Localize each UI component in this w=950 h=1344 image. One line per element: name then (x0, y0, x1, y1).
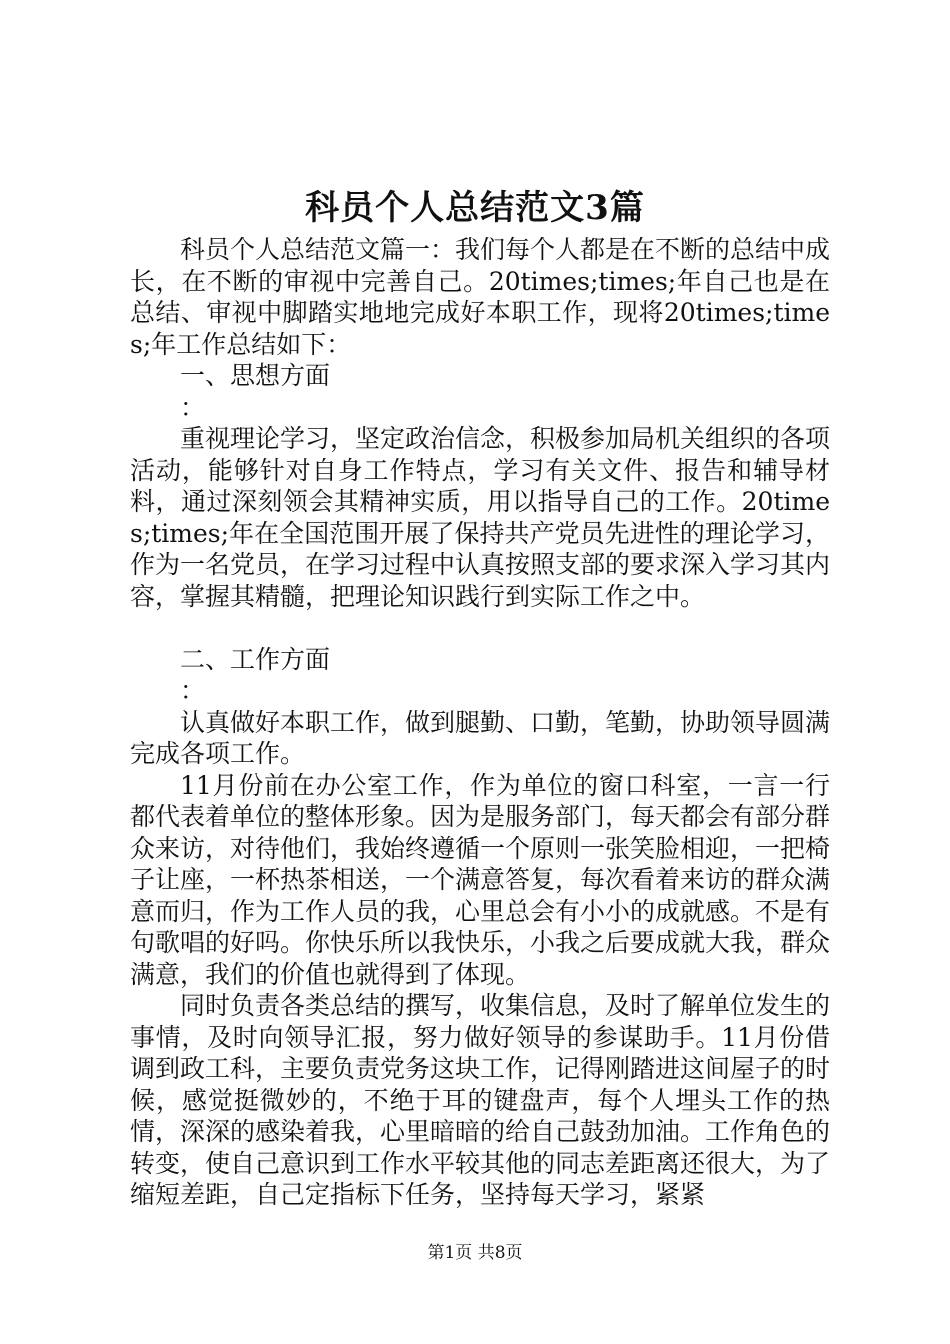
intro-paragraph: 科员个人总结范文篇一：我们每个人都是在不断的总结中成长，在不断的审视中完善自己。20times;times;年自己也是在总结、审视中脚踏实地地完成好本职工作，现将20times;times;年工作总结如下： (130, 235, 831, 359)
document-body (130, 234, 830, 1211)
document-title: 科员个人总结范文3篇 (305, 188, 645, 228)
section-heading-work: 二、工作方面 (180, 644, 331, 674)
thought-paragraph: 重视理论学习，坚定政治信念，积极参加局机关组织的各项活动，能够针对自身工作特点，学习有关文件、报告和辅导材料，通过深刻领会其精神实质，用以指导自己的工作。20times;times;年在全国范围开展了保持共产党员先进性的理论学习，作为一名党员，在学习过程中认真按照支部的要求深入学习其内容，掌握其精髓，把理论知识践行到实际工作之中。 (130, 424, 831, 611)
paragraph-gap (130, 612, 830, 644)
work-paragraph-2: 11月份前在办公室工作，作为单位的窗口科室，一言一行都代表着单位的整体形象。因为是服务部门，每天都会有部分群众来访，对待他们，我始终遵循一个原则一张笑脸相迎，一把椅子让座，一杯热茶相送，一个满意答复，每次看着来访的群众满意而归，作为工作人员的我，心里总会有小小的成就感。不是有句歌唱的好吗。你快乐所以我快乐，小我之后要成就大我，群众满意，我们的价值也就得到了体现。 (130, 770, 831, 989)
page-number-footer: 第1页 共8页 (427, 1243, 523, 1263)
section-colon: ： (180, 676, 206, 705)
section-colon: ： (180, 392, 206, 422)
work-paragraph-3: 同时负责各类总结的撰写，收集信息，及时了解单位发生的事情，及时向领导汇报，努力做好领导的参谋助手。11月份借调到政工科，主要负责党务这块工作，记得刚踏进这间屋子的时候，感觉挺微妙的，不绝于耳的键盘声，每个人埋头工作的热情，深深的感染着我，心里暗暗的给自己鼓劲加油。工作角色的转变，使自己意识到工作水平较其他的同志差距离还很大，为了缩短差距，自己定指标下任务，坚持每天学习，紧紧 (130, 991, 831, 1209)
work-paragraph-1: 认真做好本职工作，做到腿勤、口勤，笔勤，协助领导圆满完成各项工作。 (130, 707, 831, 768)
section-heading-thought: 一、思想方面 (180, 361, 331, 390)
